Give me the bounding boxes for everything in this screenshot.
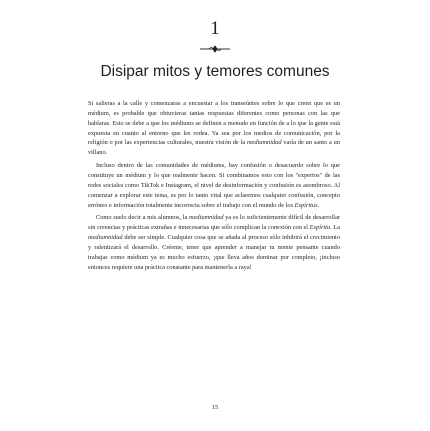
emphasis-text: Espíritus [294,201,318,209]
paragraph-text: Como suelo decir a mis alumnos, la [96,214,190,222]
paragraph-text: . La [330,224,340,232]
paragraph-text: Si salieras a la calle y comenzaras a encuestar a los transeúntes sobre lo que creen que es un médium, es probable que obtuvieras tantas respuestas diferentes como personas con las que hablaras. Esto se debe a que los médiums se definen a menudo en función de a lo que la gente está expuesta en cuanto al entorno que les rodea. Ya sea por los medios de comunicación, por la religión o por las experiencias culturales, nuestra visión de la [88,100,340,147]
paragraph [88,161,340,210]
paragraph [88,213,340,272]
flourish-ornament-icon [199,44,231,54]
body-text [88,99,340,276]
paragraph [88,99,340,158]
page-number: 15 [211,404,219,411]
chapter-number: 1 [210,18,220,39]
paragraph-text: ya es lo suficientemente difícil de desarrollar sin creencias y prácticas extrañas e innecesarias que sólo complican la conexión con el [88,214,341,232]
emphasis-text: mediumnidad [246,139,282,147]
paragraph-text: varía de un santo a un villano. [88,139,341,157]
emphasis-text: Espíritu [309,224,331,232]
paragraph-text: . [317,201,320,209]
paragraph-text: Incluso dentro de las comunidades de médiums, hay confusión o desacuerdo sobre lo que constituye un médium y lo que realmente hacen. Si combinamos esto con los "expertos" de las redes sociales como TikTok e Instagram, el nivel de desinformación y confusión es asombroso. Al comenzar a explorar este tema, es por lo tanto vital que aclaremos cualquier confusión, concepto erróneo e información totalmente incorrecta sobre el trabajo con el mundo de los [88,162,340,209]
paragraph-text: debe ser simple. Cualquier cosa que se añada al proceso sólo inhibirá el crecimiento y ralentizará el desarrollo. Créeme, tener que aprender a manejar tu mente pensante cuando trabajas como médium ya es mucho esfuerzo, ¡que lleva años dominar por completo, ¡incluso entonces requiere una práctica constante para mantenerla a raya! [88,234,340,271]
chapter-title: Disipar mitos y temores comunes [100,63,330,80]
emphasis-text: mediumnidad [88,234,123,242]
emphasis-text: mediumnidad [189,214,224,222]
